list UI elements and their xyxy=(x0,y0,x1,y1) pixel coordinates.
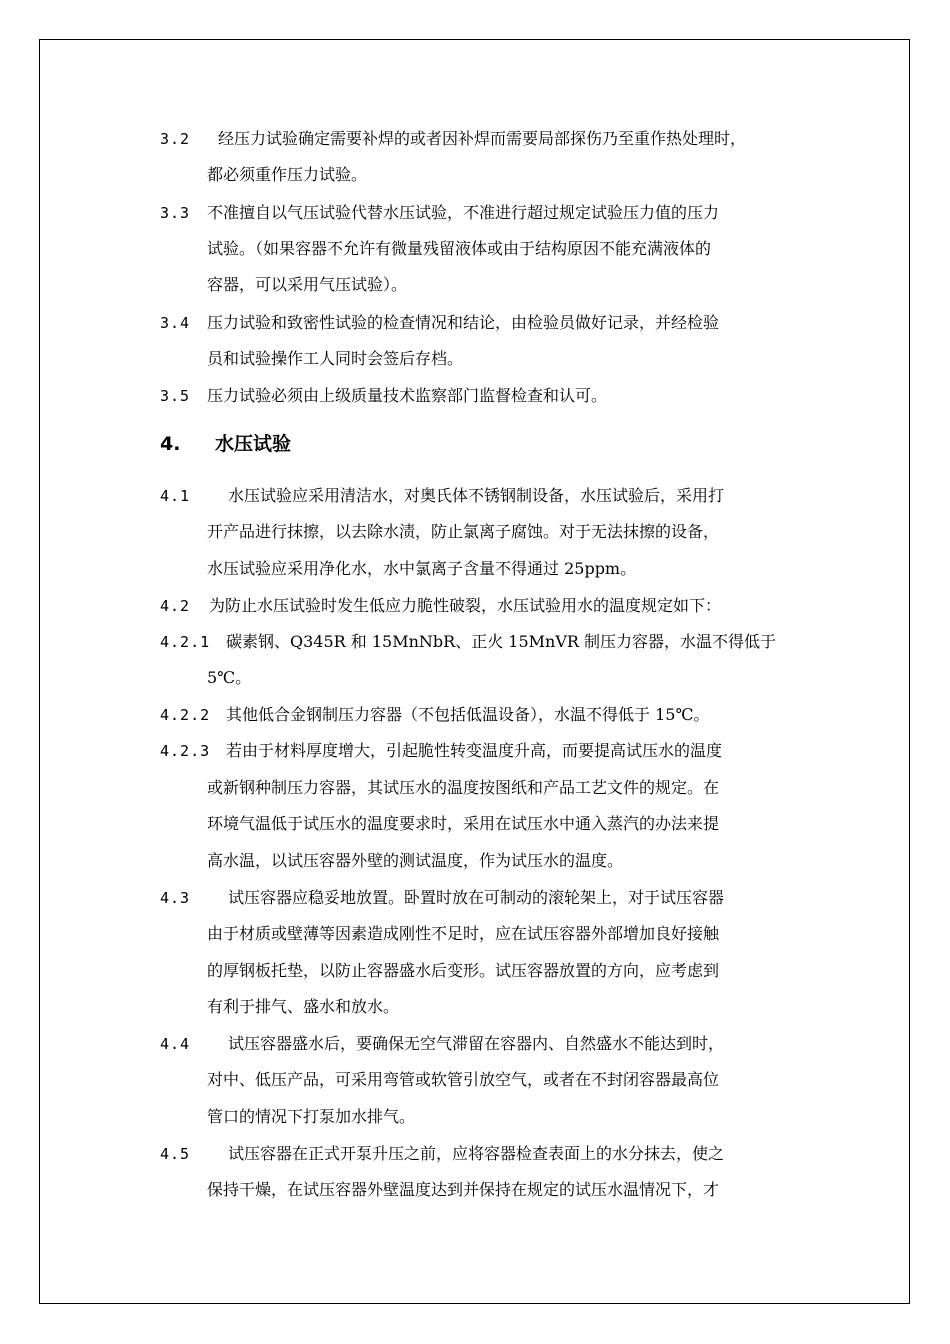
item-text: 开产品进行抹擦，以去除水渍，防止氯离子腐蚀。对于无法抹擦的设备， xyxy=(207,522,720,541)
page-border xyxy=(39,39,910,1304)
item-number: 4.2 xyxy=(160,597,191,615)
item-number: 4.5 xyxy=(160,1145,191,1163)
item-text: 水压试验应采用净化水，水中氯离子含量不得通过 25ppm。 xyxy=(207,559,637,578)
item-number: 3.4 xyxy=(160,314,191,332)
item-text: 由于材质或壁薄等因素造成刚性不足时，应在试压容器外部增加良好接触 xyxy=(207,924,720,943)
item-text: 环境气温低于试压水的温度要求时，采用在试压水中通入蒸汽的办法来提 xyxy=(207,814,720,833)
item-number: 4.2.2 xyxy=(160,706,211,724)
item-number: 4.4 xyxy=(160,1035,191,1053)
item-text: 试压容器应稳妥地放置。卧置时放在可制动的滚轮架上，对于试压容器 xyxy=(228,888,725,907)
item-text: 试压容器在正式开泵升压之前，应将容器检查表面上的水分抹去，使之 xyxy=(228,1144,725,1163)
item-text: 压力试验必须由上级质量技术监察部门监督检查和认可。 xyxy=(207,386,608,405)
item-text: 有利于排气、盛水和放水。 xyxy=(207,997,400,1016)
item-text: 管口的情况下打泵加水排气。 xyxy=(207,1107,416,1126)
item-text: 5℃。 xyxy=(207,668,252,687)
item-number: 4.2.3 xyxy=(160,742,211,760)
item-number: 3.5 xyxy=(160,387,191,405)
item-text: 若由于材料厚度增大，引起脆性转变温度升高，而要提高试压水的温度 xyxy=(226,741,723,760)
item-text: 其他低合金钢制压力容器（不包括低温设备），水温不得低于 15℃。 xyxy=(226,705,710,724)
item-text: 水压试验应采用清洁水，对奥氏体不锈钢制设备，水压试验后，采用打 xyxy=(228,486,725,505)
section-number: 4. xyxy=(160,433,181,455)
item-text: 容器，可以采用气压试验）。 xyxy=(207,275,408,294)
item-text: 员和试验操作工人同时会签后存档。 xyxy=(207,349,464,368)
item-number: 3.2 xyxy=(160,130,191,148)
item-text: 对中、低压产品，可采用弯管或软管引放空气，或者在不封闭容器最高位 xyxy=(207,1070,720,1089)
item-text: 都必须重作压力试验。 xyxy=(207,165,368,184)
item-text: 压力试验和致密性试验的检查情况和结论，由检验员做好记录，并经检验 xyxy=(207,313,720,332)
item-text: 试验。（如果容器不允许有微量残留液体或由于结构原因不能充满液体的 xyxy=(207,239,712,258)
item-text: 的厚钢板托垫，以防止容器盛水后变形。试压容器放置的方向，应考虑到 xyxy=(207,961,720,980)
item-number: 4.2.1 xyxy=(160,633,211,651)
section-title: 水压试验 xyxy=(215,433,292,455)
item-number: 4.3 xyxy=(160,889,191,907)
item-text: 为防止水压试验时发生低应力脆性破裂，水压试验用水的温度规定如下： xyxy=(209,596,722,615)
item-number: 4.1 xyxy=(160,487,191,505)
item-text: 不准擅自以气压试验代替水压试验，不准进行超过规定试验压力值的压力 xyxy=(207,203,720,222)
item-text: 或新钢种制压力容器，其试压水的温度按图纸和产品工艺文件的规定。在 xyxy=(207,778,720,797)
item-text: 经压力试验确定需要补焊的或者因补焊而需要局部探伤乃至重作热处理时， xyxy=(218,129,747,148)
item-text: 保持干燥，在试压容器外壁温度达到并保持在规定的试压水温情况下，才 xyxy=(207,1180,720,1199)
item-text: 高水温，以试压容器外壁的测试温度，作为试压水的温度。 xyxy=(207,851,624,870)
item-text: 碳素钢、Q345R 和 15MnNbR、正火 15MnVR 制压力容器，水温不得低于 xyxy=(226,632,777,651)
item-number: 3.3 xyxy=(160,204,191,222)
item-text: 试压容器盛水后，要确保无空气滞留在容器内、自然盛水不能达到时， xyxy=(228,1034,725,1053)
